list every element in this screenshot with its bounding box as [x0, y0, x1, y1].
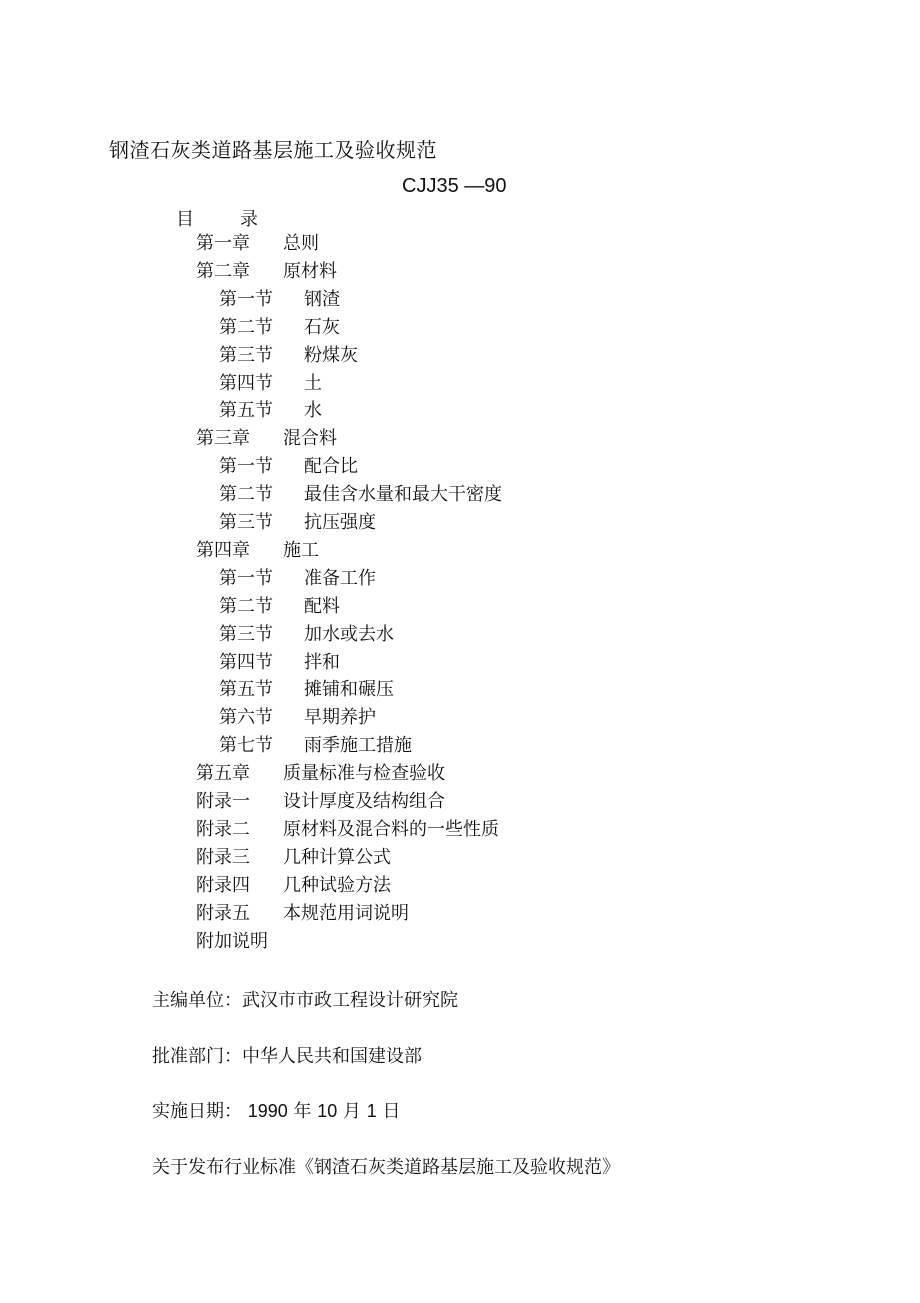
toc-label: 第三节	[219, 623, 273, 645]
toc-entry-title: 原材料	[283, 260, 337, 282]
toc-label: 第一节	[219, 288, 273, 310]
toc-entry-title: 土	[304, 372, 322, 394]
effective-date-year: 1990	[247, 1101, 288, 1121]
toc-entry-title: 加水或去水	[304, 623, 394, 645]
toc-entry-title: 几种试验方法	[283, 874, 391, 896]
effective-date-year-unit: 年	[293, 1101, 312, 1122]
toc-entry-title: 早期养护	[304, 707, 376, 729]
toc-label: 附加说明	[196, 930, 268, 952]
toc-entry-title: 水	[304, 400, 322, 422]
toc-section-row	[219, 593, 340, 621]
notice-line: 关于发布行业标准《钢渣石灰类道路基层施工及验收规范》	[152, 1157, 620, 1178]
toc-label: 附录三	[196, 846, 250, 868]
toc-label: 第五节	[219, 400, 273, 422]
effective-date-month: 10	[317, 1101, 338, 1121]
toc-section-row	[219, 397, 322, 425]
toc-chapter-row	[196, 788, 445, 816]
toc-section-row	[219, 676, 394, 704]
toc-label: 第四节	[219, 651, 273, 673]
toc-chapter-row	[196, 872, 391, 900]
toc-entry-title: 本规范用词说明	[283, 902, 409, 924]
toc-section-row	[219, 509, 376, 537]
toc-chapter-row	[196, 844, 391, 872]
effective-date-label: 实施日期：	[152, 1101, 242, 1122]
toc-chapter-row	[196, 537, 319, 565]
toc-entry-title: 准备工作	[304, 567, 376, 589]
toc-section-row	[219, 649, 340, 677]
toc-label: 第三节	[219, 512, 273, 533]
toc-entry-title: 最佳含水量和最大干密度	[304, 484, 502, 506]
toc-heading-char-2: 录	[240, 209, 258, 230]
toc-label: 第五章	[196, 763, 250, 785]
toc-entry-title: 粉煤灰	[304, 344, 358, 366]
toc-chapter-row	[196, 760, 445, 788]
toc-chapter-row	[196, 900, 409, 928]
toc-label: 附录五	[196, 902, 250, 924]
document-title: 钢渣石灰类道路基层施工及验收规范	[109, 138, 437, 162]
toc-label: 第三节	[219, 344, 273, 366]
toc-label: 第七节	[219, 735, 273, 757]
toc-entry-title: 石灰	[304, 316, 340, 338]
toc-label: 第二章	[196, 260, 250, 282]
toc-entry-title: 抗压强度	[304, 512, 376, 533]
toc-label: 第二节	[219, 484, 273, 506]
toc-section-row	[219, 453, 358, 481]
toc-entry-title: 原材料及混合料的一些性质	[283, 818, 499, 840]
toc-section-row	[219, 565, 376, 593]
toc-section-row	[219, 286, 340, 314]
toc-section-row	[219, 621, 394, 649]
toc-section-row	[219, 732, 412, 760]
toc-label: 第三章	[196, 428, 250, 450]
toc-section-row	[219, 342, 358, 370]
standard-code: CJJ35 —90	[402, 175, 507, 197]
effective-date-month-unit: 月	[343, 1101, 362, 1122]
toc-heading-char-1: 目	[176, 209, 194, 230]
toc-section-row	[219, 370, 322, 398]
toc-label: 第一节	[219, 567, 273, 589]
toc-label: 附录四	[196, 874, 250, 896]
toc-entry-title: 配合比	[304, 456, 358, 478]
editor-line: 主编单位：武汉市市政工程设计研究院	[152, 990, 458, 1011]
toc-entry-title: 设计厚度及结构组合	[283, 791, 445, 812]
effective-date-day-unit: 日	[382, 1101, 401, 1122]
toc-heading	[176, 205, 258, 231]
toc-section-row	[219, 704, 376, 732]
toc-entry-title: 几种计算公式	[283, 846, 391, 868]
toc-label: 第五节	[219, 679, 273, 701]
toc-label: 第一节	[219, 456, 273, 478]
toc-entry-title: 雨季施工措施	[304, 735, 412, 757]
toc-label: 第四章	[196, 539, 250, 561]
toc-entry-title: 施工	[283, 539, 319, 561]
toc-entry-title: 钢渣	[304, 288, 340, 310]
toc-chapter-row	[196, 816, 499, 844]
toc-section-row	[219, 314, 340, 342]
toc-entry-title: 摊铺和碾压	[304, 679, 394, 701]
toc-label: 附录一	[196, 791, 250, 812]
effective-date-day: 1	[366, 1101, 377, 1121]
toc-label: 第二节	[219, 316, 273, 338]
toc-entry-title: 质量标准与检查验收	[283, 763, 445, 785]
toc-label: 第六节	[219, 707, 273, 729]
toc-section-row	[219, 481, 502, 509]
toc-label: 附录二	[196, 818, 250, 840]
approver-line: 批准部门：中华人民共和国建设部	[152, 1046, 422, 1067]
toc-entry-title: 配料	[304, 595, 340, 617]
toc-entry-title: 拌和	[304, 651, 340, 673]
toc-entry-title: 混合料	[283, 428, 337, 450]
toc-label: 第一章	[196, 233, 250, 254]
toc-chapter-row	[196, 425, 337, 453]
effective-date-line	[152, 1097, 401, 1123]
toc-label: 第二节	[219, 595, 273, 617]
toc-label: 第四节	[219, 372, 273, 394]
toc-chapter-row	[196, 230, 319, 258]
toc-entry-title: 总则	[283, 233, 319, 254]
toc-chapter-row	[196, 258, 337, 286]
toc-chapter-row	[196, 928, 268, 956]
